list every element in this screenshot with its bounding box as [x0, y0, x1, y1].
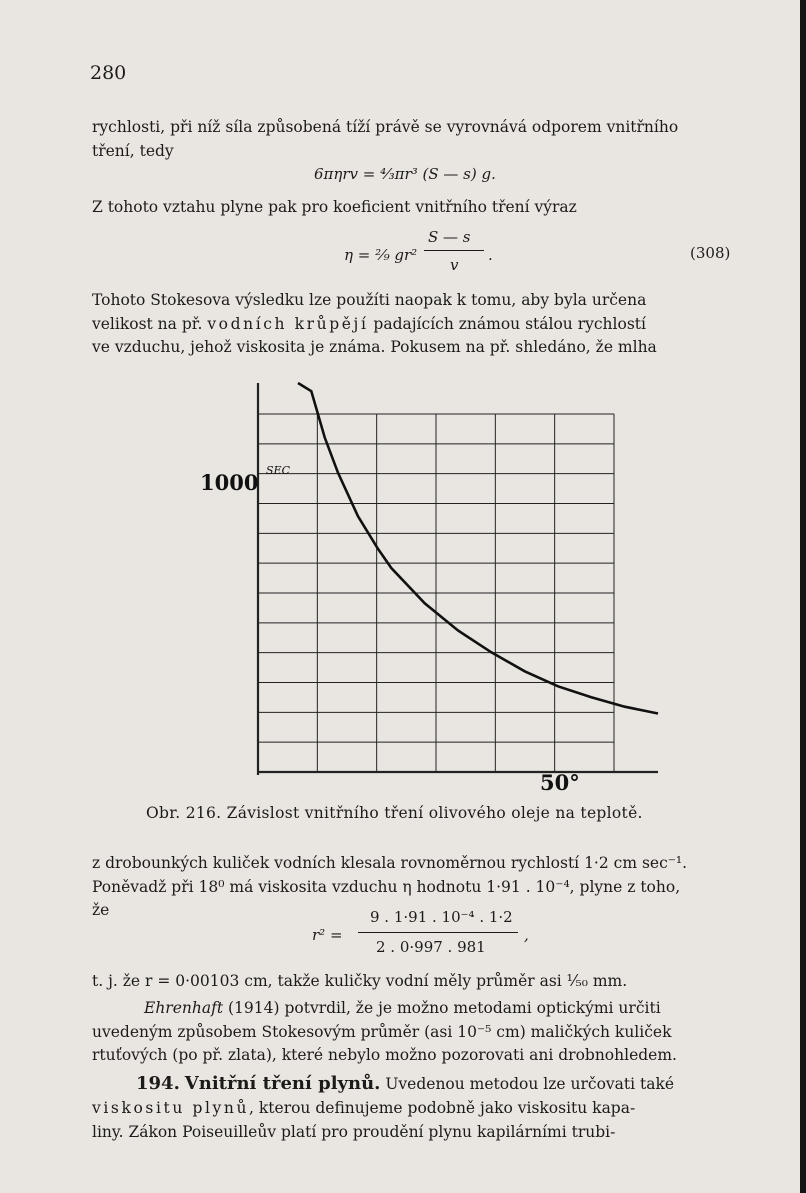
- text-line: že: [92, 901, 110, 919]
- equation-left: η = ²⁄₉ gr²: [344, 246, 418, 264]
- text-line: uvedeným způsobem Stokesovým průměr (asi 10⁻⁵ cm) maličkých kuliček: [92, 1022, 672, 1041]
- paragraph-ehrenhaft: [92, 997, 740, 1068]
- emphasis-spaced: vodních krůpějí: [207, 314, 369, 333]
- equation-numerator: S — s: [428, 228, 471, 246]
- text-line: [92, 1096, 740, 1120]
- data-curve: [298, 383, 658, 714]
- emphasis-spaced: viskositu plynů: [92, 1099, 250, 1117]
- y-unit-label: SEC: [266, 464, 290, 477]
- equation-denominator: v: [450, 256, 459, 274]
- equation-numerator: 9 . 1·91 . 10⁻⁴ . 1·2: [370, 908, 513, 926]
- figure-caption: Obr. 216. Závislost vnitřního tření olivového oleje na teplotě.: [146, 804, 643, 822]
- section-title: Vnitřní tření plynů.: [184, 1073, 381, 1094]
- x-tick-label: 50°: [540, 770, 580, 795]
- text-span: Uvedenou metodou lze určovati také: [380, 1075, 675, 1093]
- text-line: liny. Zákon Poiseuilleův platí pro proudění plynu kapilárními trubi-: [92, 1123, 616, 1141]
- y-tick-label: 1000: [200, 470, 259, 495]
- text-line: [92, 997, 740, 1021]
- text-line: rtuťových (po př. zlata), které nebylo možno pozorovati ani drobnohledem.: [92, 1046, 677, 1064]
- chart-grid: [258, 383, 658, 775]
- text-line: Z tohoto vztahu plyne pak pro koeficient vnitřního tření výraz: [92, 198, 577, 216]
- text-span: (1914) potvrdil, že je možno metodami optickými určiti: [223, 999, 661, 1017]
- equation-tail: ,: [524, 926, 529, 944]
- text-line: tření, tedy: [92, 141, 174, 160]
- page-number: 280: [90, 62, 127, 84]
- text-span: , kterou definujeme podobně jako viskositu kapa-: [249, 1099, 636, 1117]
- text-span: velikost na př.: [92, 314, 208, 333]
- paragraph-result: [92, 970, 740, 994]
- equation-stokes: 6πηrv = ⁴⁄₃πr³ (S — s) g.: [314, 165, 496, 183]
- text-line: t. j. že r = 0·00103 cm, takže kuličky vodní měly průměr asi ¹⁄₅₀ mm.: [92, 972, 628, 990]
- equation-tail: .: [488, 246, 493, 264]
- fraction-bar: [358, 932, 518, 933]
- text-line: rychlosti, při níž síla způsobená tíží právě se vyrovnává odporem vnitřního: [92, 118, 679, 136]
- text-line: ve vzduchu, jehož viskosita je známa. Pokusem na př. shledáno, že mlha: [92, 338, 657, 356]
- section-194: [92, 1072, 740, 1144]
- text-line: [92, 1072, 740, 1096]
- section-number: 194.: [136, 1073, 180, 1094]
- text-line: z drobounkých kuliček vodních klesala rovnoměrnou rychlostí 1·2 cm sec⁻¹.: [92, 854, 688, 872]
- equation-number: (308): [690, 244, 731, 262]
- author-name: Ehrenhaft: [144, 999, 224, 1017]
- text-line: Poněvadž při 18⁰ má viskosita vzduchu η hodnotu 1·91 . 10⁻⁴, plyne z toho,: [92, 877, 681, 896]
- text-line: Tohoto Stokesova výsledku lze použíti naopak k tomu, aby byla určena: [92, 291, 647, 309]
- equation-left: r² =: [312, 926, 343, 944]
- equation-denominator: 2 . 0·997 . 981: [376, 938, 486, 956]
- text-span: padajících známou stálou rychlostí: [368, 314, 646, 333]
